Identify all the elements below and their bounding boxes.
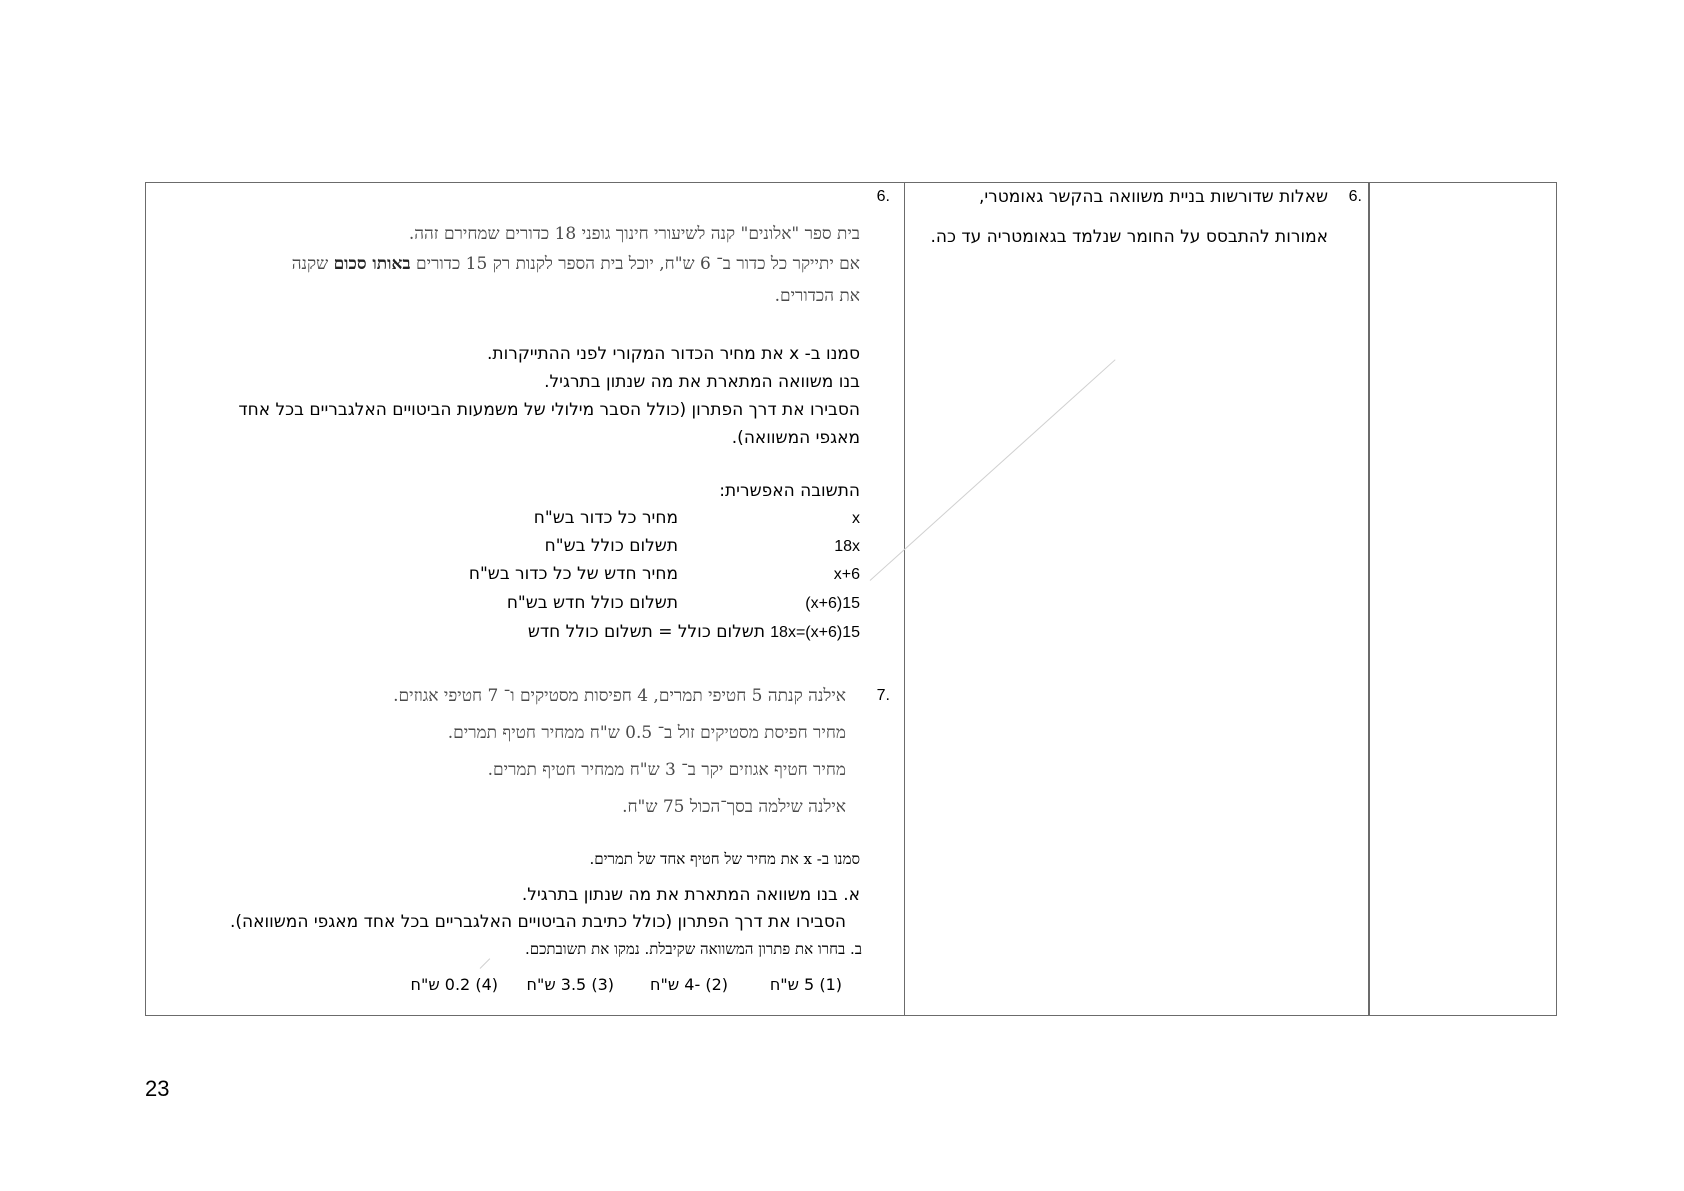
column-divider-middle <box>1369 183 1370 1015</box>
right-note-line2: אמורות להתבסס על החומר שנלמד בגאומטריה עד כה. <box>930 227 1328 247</box>
page-number: 23 <box>145 1076 170 1101</box>
q7-part-b: ב. בחרו את פתרון המשוואה שקיבלת. נמקו את תשובתכם. <box>524 940 862 958</box>
answer-expr: 15(x+6) <box>805 595 860 612</box>
q6-instruction-4: מאגפי המשוואה). <box>731 428 860 448</box>
column-divider-left <box>904 183 905 1015</box>
answer-desc: תשלום כולל חדש בש"ח <box>506 593 678 613</box>
q7-scan-line1: אילנה קנתה 5 חטיפי תמרים, 4 חפיסות מסטיקים ו־ 7 חטיפי אגוזים. <box>393 686 846 706</box>
right-note-line1: שאלות שדורשות בניית משוואה בהקשר גאומטרי, <box>978 187 1328 207</box>
answer-desc: מחיר כל כדור בש"ח <box>533 508 678 528</box>
answer-expr: 18x <box>834 538 860 555</box>
column-divider-right <box>1368 182 1369 1016</box>
answer-desc: תשלום כולל = תשלום כולל חדש <box>527 622 765 642</box>
answer-expr: x+6 <box>833 566 860 583</box>
answer-expr: 15(x+6)=18x <box>770 624 860 641</box>
question-7-number: .7 <box>876 687 890 704</box>
q7-option-4: (4) 0.2 ש"ח <box>410 975 498 994</box>
answer-expr: x <box>852 510 860 527</box>
q7-mark-line: סמנו ב- x את מחיר של חטיף אחד של תמרים. <box>589 850 860 868</box>
q7-scan-line2: מחיר חפיסת מסטיקים זול ב־ 0.5 ש"ח ממחיר חטיף תמרים. <box>447 723 846 743</box>
q6-scan-line2: אם יתייקר כל כדור ב־ 6 ש"ח, יוכל בית הספר לקנות רק 15 כדורים באותו סכום שקנה <box>291 254 860 274</box>
q7-scan-line3: מחיר חטיף אגוזים יקר ב־ 3 ש"ח ממחיר חטיף תמרים. <box>487 760 846 780</box>
question-6-number: .6 <box>876 188 890 205</box>
q7-part-a: א. בנו משוואה המתארת את מה שנתון בתרגיל. <box>521 885 860 905</box>
q7-option-3: (3) 3.5 ש"ח <box>526 975 614 994</box>
q6-bold-phrase: באותו סכום <box>333 254 411 274</box>
q7-explain: הסבירו את דרך הפתרון (כולל כתיבת הביטויים האלגבריים בכל אחד מאגפי המשוואה). <box>229 912 846 932</box>
q6-instruction-1: סמנו ב- x את מחיר הכדור המקורי לפני ההתייקרות. <box>487 344 860 364</box>
q6-scan-line3: את הכדורים. <box>774 286 860 306</box>
q6-scan-line1: בית ספר "אלונים" קנה לשיעורי חינוך גופני 18 כדורים שמחירם זהה. <box>408 224 860 244</box>
q6-instruction-3: הסבירו את דרך הפתרון (כולל הסבר מילולי של משמעות הביטויים האלגבריים בכל אחד <box>238 400 860 420</box>
answer-desc: תשלום כולל בש"ח <box>544 536 678 556</box>
q7-scan-line4: אילנה שילמה בסך־הכול 75 ש"ח. <box>622 797 846 817</box>
right-item-number: .6 <box>1348 188 1362 205</box>
q6-answer-title: התשובה האפשרית: <box>719 481 860 501</box>
q6-instruction-2: בנו משוואה המתארת את מה שנתון בתרגיל. <box>544 372 860 392</box>
q7-option-2: (2) -4 ש"ח <box>650 975 728 994</box>
answer-desc: מחיר חדש של כל כדור בש"ח <box>468 564 678 584</box>
q7-option-1: (1) 5 ש"ח <box>769 975 842 994</box>
